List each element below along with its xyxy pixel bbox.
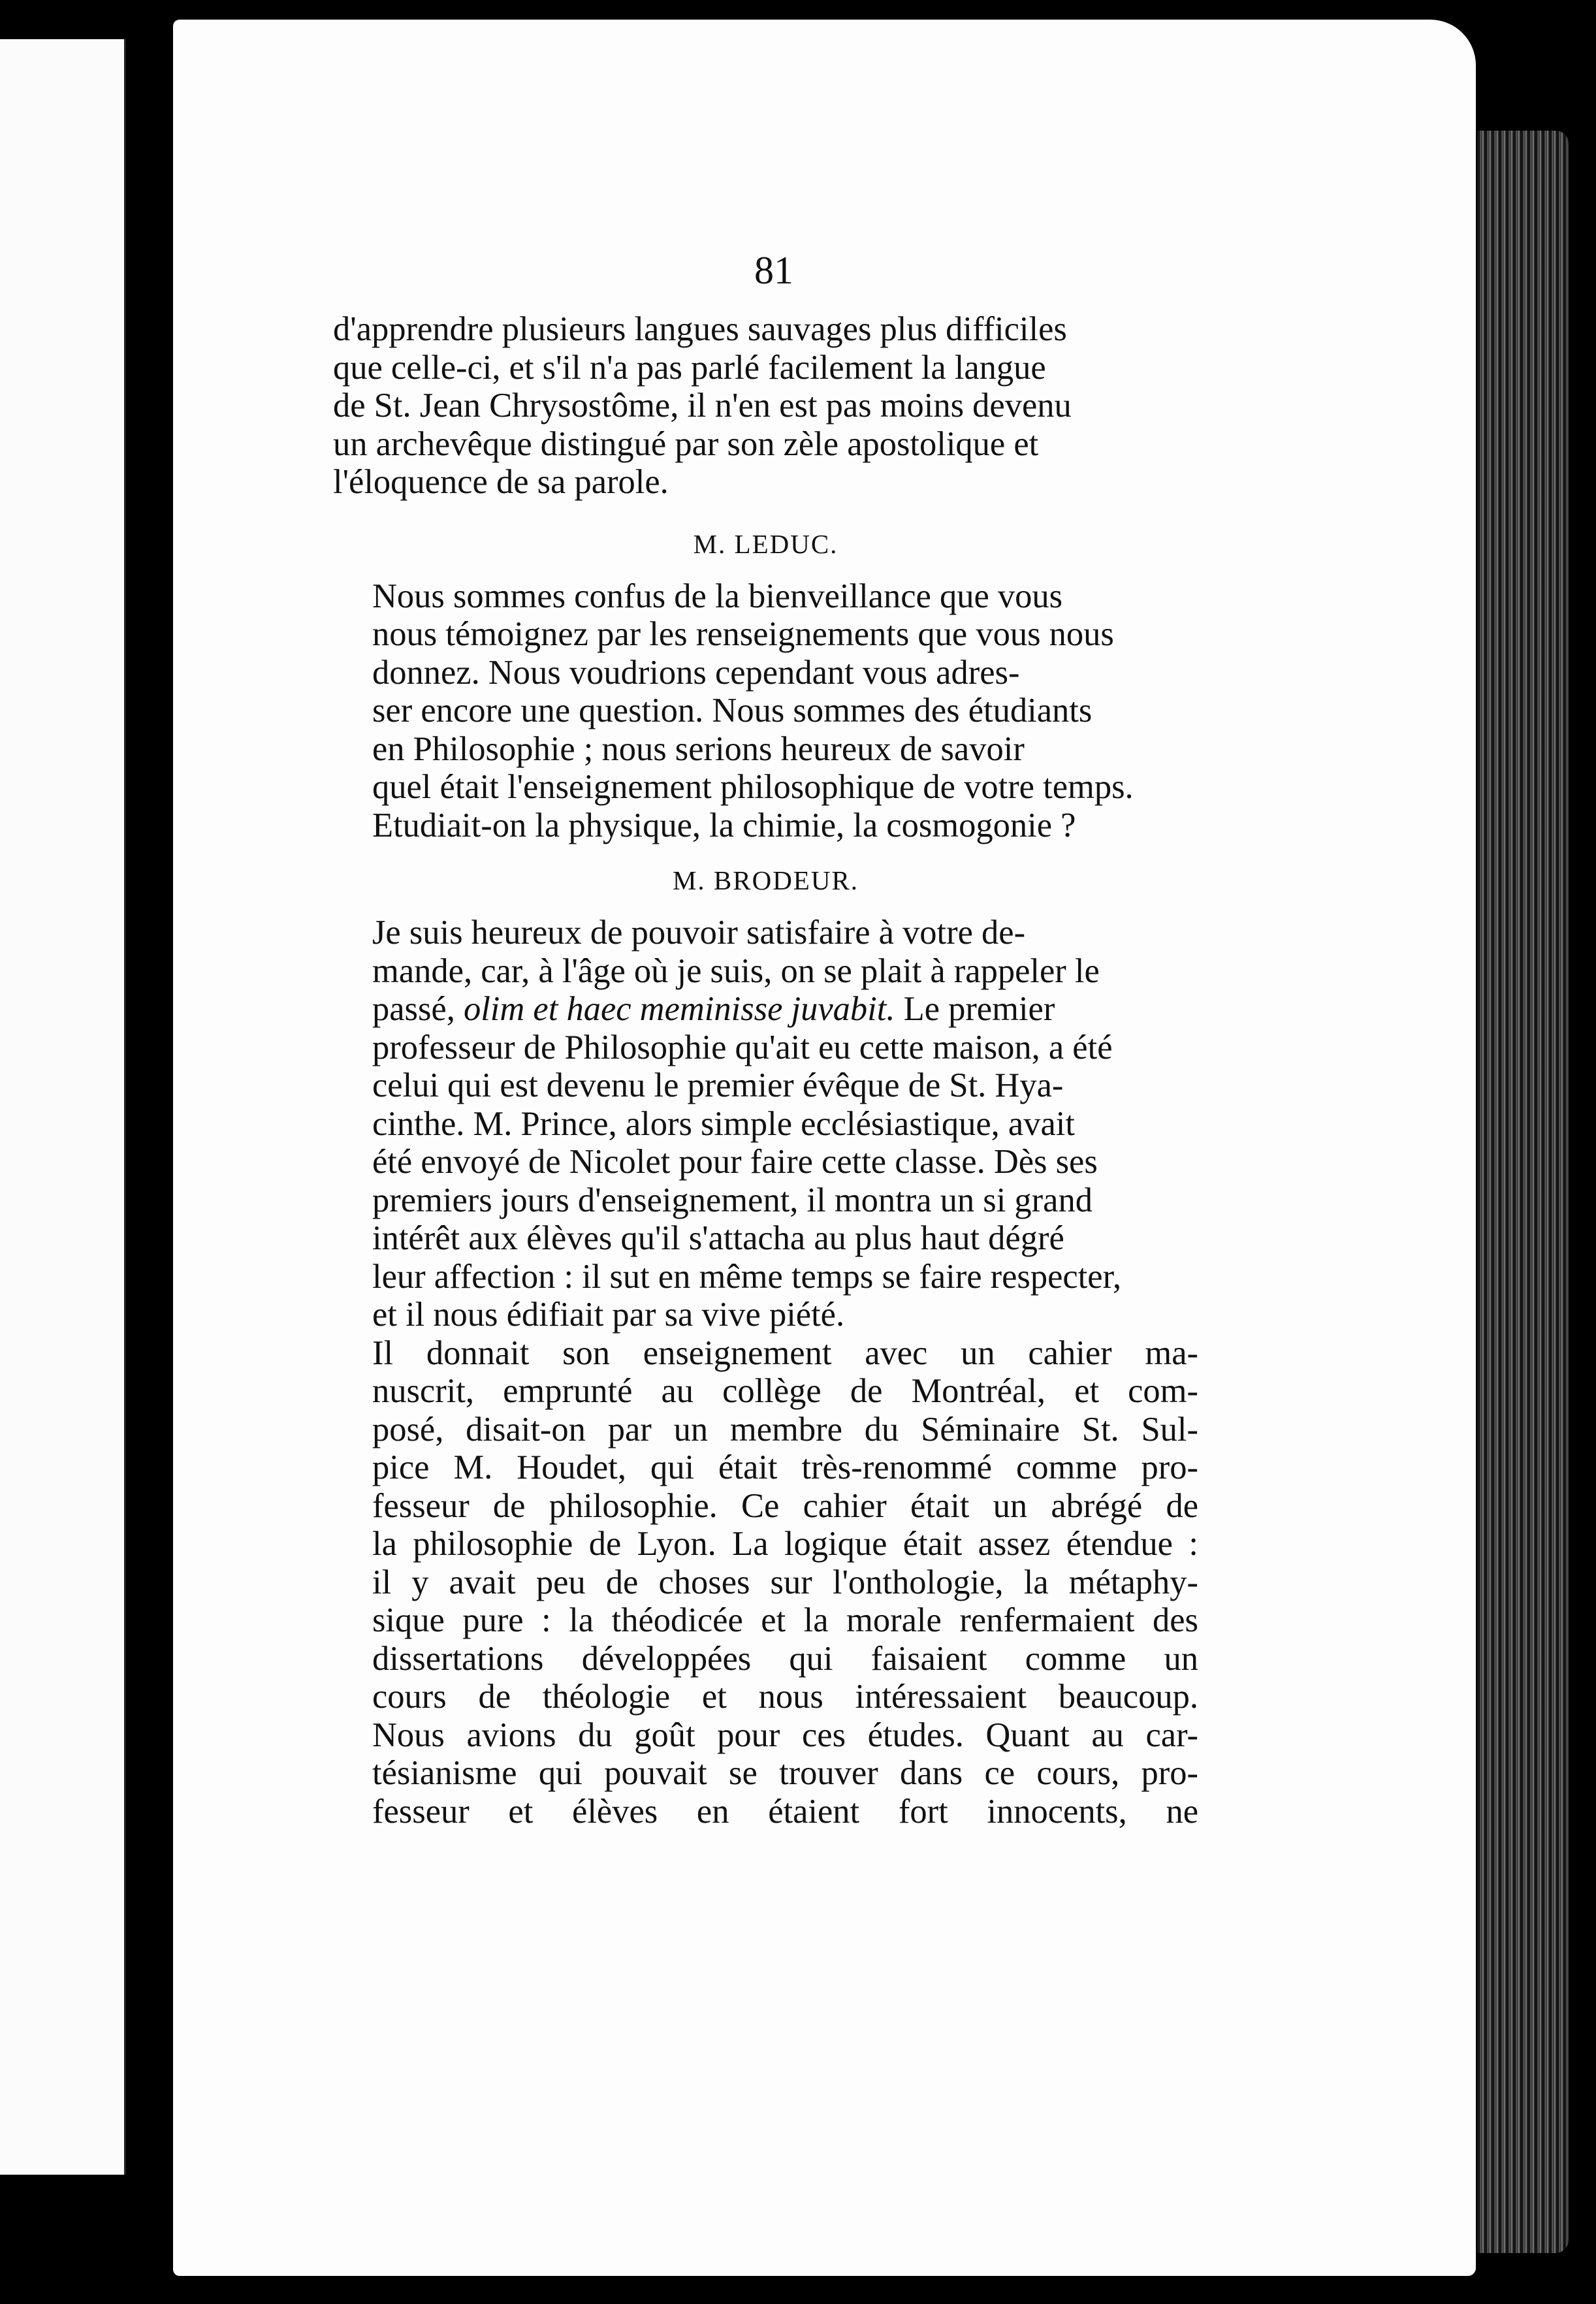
paragraph-4 xyxy=(333,1334,1198,1831)
text-line: nuscrit, emprunté au collège de Montréal, et com- xyxy=(372,1372,1198,1410)
paragraph-2 xyxy=(333,577,1198,845)
text-line: ser encore une question. Nous sommes des étudiants xyxy=(372,692,1093,729)
paragraph-1 xyxy=(333,310,1198,502)
text-line: fesseur de philosophie. Ce cahier était un abrégé de xyxy=(372,1486,1198,1525)
text-line: intérêt aux élèves qu'il s'attacha au plus haut dégré xyxy=(372,1219,1064,1257)
paragraph-3 xyxy=(333,914,1198,1334)
text-line: la philosophie de Lyon. La logique était assez étendue : xyxy=(372,1525,1198,1563)
text-line: il y avait peu de choses sur l'onthologie, la métaphy- xyxy=(372,1563,1198,1601)
text-line: d'apprendre plusieurs langues sauvages plus difficiles xyxy=(333,310,1067,348)
text-line: mande, car, à l'âge où je suis, on se plait à rappeler le xyxy=(372,952,1100,990)
text-line: Nous sommes confus de la bienveillance que vous xyxy=(372,577,1063,615)
text-line: un archevêque distingué par son zèle apostolique et xyxy=(333,424,1039,463)
text-line: l'éloquence de sa parole. xyxy=(333,463,669,501)
text-line: Il donnait son enseignement avec un cahier ma- xyxy=(372,1334,1198,1372)
latin-quote: olim et haec meminisse juvabit. xyxy=(463,990,895,1028)
text-line-with-quote xyxy=(333,990,1198,1029)
text-line: pice M. Houdet, qui était très-renommé comme pro- xyxy=(372,1448,1198,1486)
text-line: leur affection : il sut en même temps se faire respecter, xyxy=(372,1257,1122,1296)
text-fragment: Le premier xyxy=(903,990,1055,1028)
text-line: cinthe. M. Prince, alors simple ecclésiastique, avait xyxy=(372,1104,1075,1143)
text-fragment: passé, xyxy=(372,990,455,1028)
text-line: de St. Jean Chrysostôme, il n'en est pas moins devenu xyxy=(333,387,1072,424)
text-line: posé, disait-on par un membre du Séminaire St. Sul- xyxy=(372,1410,1198,1448)
page-number: 81 xyxy=(754,249,793,292)
text-line: tésianisme qui pouvait se trouver dans ce cours, pro- xyxy=(372,1754,1198,1792)
text-line: été envoyé de Nicolet pour faire cette classe. Dès ses xyxy=(372,1143,1098,1181)
book-page-stack xyxy=(1477,131,1569,2253)
text-line: que celle-ci, et s'il n'a pas parlé facilement la langue xyxy=(333,348,1046,387)
text-line: Je suis heureux de pouvoir satisfaire à votre de- xyxy=(372,914,1026,952)
text-line: celui qui est devenu le premier évêque de St. Hya- xyxy=(372,1066,1064,1104)
text-line: professeur de Philosophie qu'ait eu cette maison, a été xyxy=(372,1028,1113,1066)
page-body xyxy=(333,310,1198,1831)
text-line: en Philosophie ; nous serions heureux de savoir xyxy=(372,729,1025,768)
facing-page-edge xyxy=(0,39,126,2175)
text-line: Nous avions du goût pour ces études. Quant au car- xyxy=(372,1716,1198,1754)
speaker-heading-leduc: M. LEDUC. xyxy=(693,528,838,559)
text-line: donnez. Nous voudrions cependant vous adres- xyxy=(372,653,1020,692)
text-line: fesseur et élèves en étaient fort innocents, ne xyxy=(372,1792,1198,1831)
text-line: Etudiait-on la physique, la chimie, la cosmogonie ? xyxy=(372,806,1076,844)
text-line: cours de théologie et nous intéressaient beaucoup. xyxy=(372,1678,1198,1716)
text-line: nous témoignez par les renseignements que vous nous xyxy=(372,615,1114,653)
text-line: et il nous édifiait par sa vive piété. xyxy=(372,1296,845,1334)
speaker-heading-brodeur: M. BRODEUR. xyxy=(672,865,859,895)
text-line: dissertations développées qui faisaient comme un xyxy=(372,1639,1198,1678)
text-line: premiers jours d'enseignement, il montra un si grand xyxy=(372,1181,1093,1219)
text-line: quel était l'enseignement philosophique de votre temps. xyxy=(372,768,1134,806)
text-line: sique pure : la théodicée et la morale renfermaient des xyxy=(372,1601,1198,1639)
